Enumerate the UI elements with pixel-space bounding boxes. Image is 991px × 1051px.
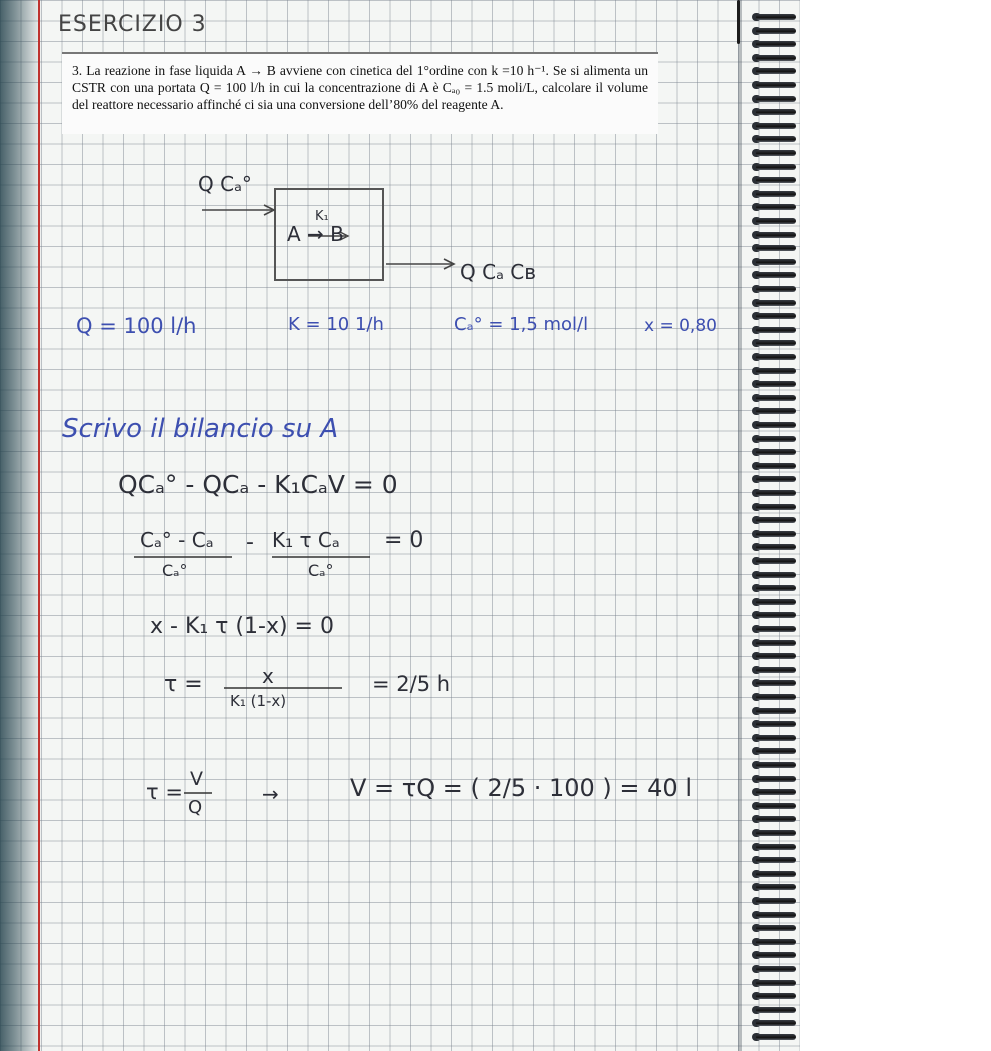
binding-ring [756, 517, 796, 523]
reaction-label: A → B [287, 222, 344, 246]
binding-ring [756, 803, 796, 809]
binding-ring [756, 177, 796, 183]
binding-ring [756, 776, 796, 782]
binding-ring [756, 680, 796, 686]
binding-ring [756, 612, 796, 618]
binding-ring [756, 898, 796, 904]
volume-result: V = τQ = ( 2/5 · 100 ) = 40 l [350, 774, 692, 802]
binding-ring [756, 82, 796, 88]
binding-ring [756, 952, 796, 958]
volume-numerator: V [190, 768, 203, 790]
binding-ring [756, 640, 796, 646]
binding-ring [756, 653, 796, 659]
conversion-equation: x - K₁ τ (1-x) = 0 [150, 614, 334, 639]
volume-fraction-bar [0, 0, 260, 800]
binding-ring [756, 422, 796, 428]
given-conversion: x = 0,80 [644, 316, 717, 336]
binding-ring [756, 694, 796, 700]
binding-ring [756, 204, 796, 210]
tau-lhs: τ = [164, 672, 203, 697]
binding-ring [756, 96, 796, 102]
binding-ring [756, 748, 796, 754]
binding-ring [756, 123, 796, 129]
binding-ring [756, 626, 796, 632]
tau-result: = 2/5 h [372, 672, 451, 696]
binding-ring [756, 572, 796, 578]
balance-title: Scrivo il bilancio su A [62, 414, 339, 444]
binding-ring [756, 313, 796, 319]
binding-ring [756, 476, 796, 482]
binding-ring [756, 14, 796, 20]
eq2-mid-denominator: Cₐ° [308, 561, 334, 580]
binding-ring [756, 272, 796, 278]
volume-lhs: τ = [146, 780, 183, 804]
binding-ring [756, 436, 796, 442]
binding-ring [756, 993, 796, 999]
eq2-left-denominator: Cₐ° [162, 561, 188, 580]
given-concentration: Cₐ° = 1,5 mol/l [454, 314, 589, 335]
binding-ring [756, 1007, 796, 1013]
binding-ring [756, 136, 796, 142]
tau-denominator: K₁ (1-x) [230, 692, 287, 710]
binding-ring [756, 1020, 796, 1026]
binding-ring [756, 218, 796, 224]
binding-ring [756, 558, 796, 564]
binding-ring [756, 55, 796, 61]
binding-ring [756, 816, 796, 822]
binding-ring [756, 300, 796, 306]
binding-ring [756, 762, 796, 768]
binding-ring [756, 884, 796, 890]
exercise-heading: ESERCIZIO 3 [58, 12, 207, 37]
outlet-label: Q Cₐ Cʙ [460, 260, 536, 284]
volume-denominator: Q [188, 797, 203, 818]
binding-ring [756, 340, 796, 346]
eq2-result: = 0 [384, 528, 424, 553]
binding-ring [756, 408, 796, 414]
binding-ring [756, 232, 796, 238]
given-flow: Q = 100 l/h [76, 314, 197, 338]
binding-ring [756, 164, 796, 170]
binding-ring [756, 585, 796, 591]
binding-ring [756, 395, 796, 401]
binding-ring [756, 504, 796, 510]
binding-ring [756, 708, 796, 714]
binding-ring [756, 490, 796, 496]
binding-ring [756, 721, 796, 727]
binding-ring [756, 109, 796, 115]
spiral-binding [752, 10, 800, 1050]
binding-ring [756, 925, 796, 931]
eq2-minus: - [246, 530, 254, 555]
binding-ring [756, 1034, 796, 1040]
mass-balance-equation: QCₐ° - QCₐ - K₁CₐV = 0 [118, 470, 398, 499]
binding-ring [756, 463, 796, 469]
eq2-left-numerator: Cₐ° - Cₐ [140, 528, 214, 552]
binding-ring [756, 544, 796, 550]
binding-ring [756, 381, 796, 387]
binding-ring [756, 531, 796, 537]
binding-ring [756, 966, 796, 972]
problem-text: 3. La reazione in fase liquida A → B avviene con cinetica del 1°ordine con k =10 h⁻¹. Se si alimenta un CSTR con una portata Q = 100 l/h in cui la concentrazione di A è Cₐ₀ = 1.5 moli/L, calcolare il volume del reattore necessario affinché ci sia una conversione dell’80% del reagente A. [72, 63, 648, 112]
binding-ring [756, 191, 796, 197]
binding-ring [756, 286, 796, 292]
binding-ring [756, 28, 796, 34]
binding-ring [756, 41, 796, 47]
binding-ring [756, 245, 796, 251]
binding-ring [756, 667, 796, 673]
tau-numerator: x [262, 664, 274, 688]
binding-ring [756, 857, 796, 863]
rate-constant-label: K₁ [315, 209, 329, 224]
binding-ring [756, 150, 796, 156]
binding-ring [756, 354, 796, 360]
binding-ring [756, 259, 796, 265]
binding-ring [756, 735, 796, 741]
eq2-mid-numerator: K₁ τ Cₐ [272, 528, 340, 552]
binding-ring [756, 912, 796, 918]
binding-ring [756, 844, 796, 850]
binding-ring [756, 449, 796, 455]
implies-arrow: → [262, 782, 279, 806]
binding-ring [756, 327, 796, 333]
binding-ring [756, 599, 796, 605]
binding-ring [756, 830, 796, 836]
binding-ring [756, 789, 796, 795]
binding-ring [756, 68, 796, 74]
inlet-label: Q Cₐ° [198, 172, 252, 196]
binding-ring [756, 368, 796, 374]
binding-ring [756, 939, 796, 945]
binding-ring [756, 980, 796, 986]
given-k: K = 10 1/h [288, 314, 384, 335]
binding-ring [756, 871, 796, 877]
